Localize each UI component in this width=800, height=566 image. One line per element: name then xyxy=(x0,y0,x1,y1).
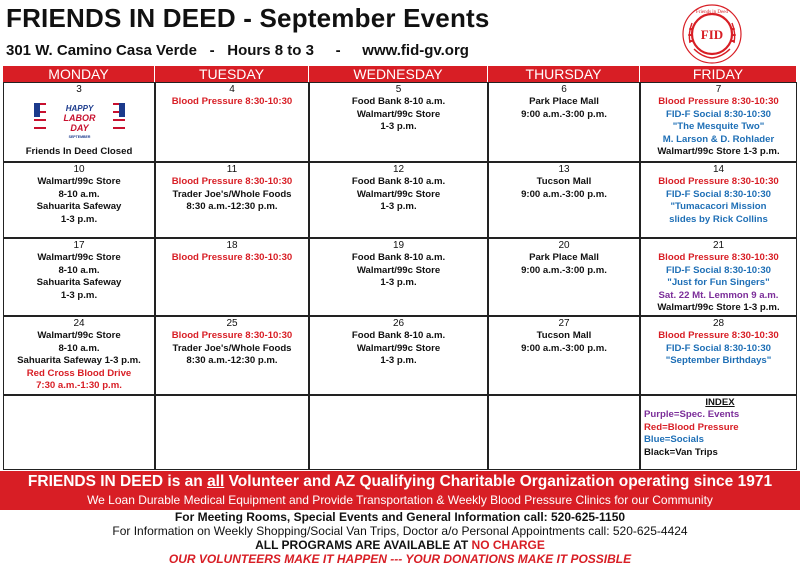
event-line: Food Bank 8-10 a.m. xyxy=(351,96,446,108)
index-item: Black=Van Trips xyxy=(644,446,718,458)
event-line: Blood Pressure 8:30-10:30 xyxy=(658,96,779,108)
event-line: slides by Rick Collins xyxy=(669,213,768,225)
address-text: 301 W. Camino Casa Verde xyxy=(6,42,197,59)
slogan: OUR VOLUNTEERS MAKE IT HAPPEN --- YOUR DONATIONS MAKE IT POSSIBLE xyxy=(168,552,632,566)
event-line: Walmart/99c Store xyxy=(356,342,441,354)
day-cell-11 xyxy=(155,162,309,238)
event-line: Walmart/99c Store xyxy=(356,188,441,200)
svg-text:HAPPY: HAPPY xyxy=(65,104,94,113)
day-number: 25 xyxy=(226,318,238,329)
day-cell-18 xyxy=(155,238,309,316)
event-line: FID-F Social 8:30-10:30 xyxy=(665,108,772,120)
event-line: Trader Joe's/Whole Foods xyxy=(172,188,292,200)
event-line: Walmart/99c Store 1-3 p.m. xyxy=(657,146,780,158)
event-line: 1-3 p.m. xyxy=(60,289,98,301)
event-line: Tucson Mall xyxy=(536,176,592,188)
empty-cell xyxy=(155,395,309,470)
day-number: 5 xyxy=(395,84,402,95)
event-line: FID-F Social 8:30-10:30 xyxy=(665,188,772,200)
day-cell-26 xyxy=(309,316,488,395)
footer-banner xyxy=(0,471,800,510)
day-cell-19 xyxy=(309,238,488,316)
event-line: Sahuarita Safeway xyxy=(36,277,122,289)
event-line: Blood Pressure 8:30-10:30 xyxy=(658,330,779,342)
event-line: Red Cross Blood Drive xyxy=(26,367,132,379)
index-item: Blue=Socials xyxy=(644,434,704,446)
fid-logo xyxy=(680,3,744,65)
day-cell-5 xyxy=(309,82,488,162)
website-link[interactable]: www.fid-gv.org xyxy=(362,42,469,59)
day-cell-6 xyxy=(488,82,640,162)
svg-text:DAY: DAY xyxy=(70,123,89,133)
event-line: Sahuarita Safeway xyxy=(36,201,122,213)
empty-cell xyxy=(309,395,488,470)
day-cell-21 xyxy=(640,238,797,316)
event-line: 9:00 a.m.-3:00 p.m. xyxy=(521,264,607,276)
page-header xyxy=(0,0,800,66)
day-number: 4 xyxy=(229,84,235,95)
event-line: M. Larson & D. Rohlader xyxy=(662,133,775,145)
event-line: Walmart/99c Store xyxy=(37,176,121,188)
day-cell-24 xyxy=(3,316,155,395)
event-line: "Just for Fun Singers" xyxy=(667,277,770,289)
day-cell-28 xyxy=(640,316,797,395)
event-line: 8-10 a.m. xyxy=(58,264,100,276)
event-line: 9:00 a.m.-3:00 p.m. xyxy=(521,188,607,200)
day-header-friday: FRIDAY xyxy=(640,66,797,82)
day-header-wednesday: WEDNESDAY xyxy=(309,66,488,82)
event-line: 8-10 a.m. xyxy=(58,188,100,200)
day-number: 19 xyxy=(392,240,405,251)
labor-day-flag-icon xyxy=(32,99,127,141)
index-item: Red=Blood Pressure xyxy=(644,421,739,433)
day-cell-4 xyxy=(155,82,309,162)
event-line: Food Bank 8-10 a.m. xyxy=(351,330,446,342)
event-line: Blood Pressure 8:30-10:30 xyxy=(658,176,779,188)
day-cell-3 xyxy=(3,82,155,162)
svg-text:FID: FID xyxy=(700,27,724,42)
separator: - xyxy=(335,42,341,59)
event-line: 1-3 p.m. xyxy=(380,201,417,213)
index-item: Purple=Spec. Events xyxy=(644,409,740,421)
day-number: 14 xyxy=(712,164,725,175)
day-cell-10 xyxy=(3,162,155,238)
footer xyxy=(0,471,800,566)
event-line: Blood Pressure 8:30-10:30 xyxy=(171,330,293,342)
event-line: Walmart/99c Store xyxy=(356,264,441,276)
day-number: 17 xyxy=(73,240,85,251)
day-cell-7 xyxy=(640,82,797,162)
day-number: 20 xyxy=(558,240,570,251)
event-line: "The Mesquite Two" xyxy=(672,121,765,133)
event-line: Walmart/99c Store xyxy=(356,108,441,120)
event-line: Food Bank 8-10 a.m. xyxy=(351,176,446,188)
banner-headline: FRIENDS IN DEED is an all Volunteer and AZ Qualifying Charitable Organization operating since 1971 xyxy=(27,473,773,490)
day-number: 12 xyxy=(392,164,405,175)
day-number: 24 xyxy=(73,318,85,329)
van-trip-info: For Information on Weekly Shopping/Social Van Trips, Doctor a/o Personal Appointments call: 520-625-4424 xyxy=(112,524,688,538)
event-line: 7:30 a.m.-1:30 p.m. xyxy=(36,380,122,392)
event-line: 1-3 p.m. xyxy=(380,355,417,367)
event-line: Blood Pressure 8:30-10:30 xyxy=(658,252,779,264)
svg-text:Friends in Deed: Friends in Deed xyxy=(696,10,728,15)
day-cell-17 xyxy=(3,238,155,316)
empty-cell xyxy=(3,395,155,470)
meeting-info: For Meeting Rooms, Special Events and General Information call: 520-625-1150 xyxy=(174,510,626,524)
separator: - xyxy=(209,42,215,59)
contact-line xyxy=(6,42,469,59)
hours-text: Hours 8 to 3 xyxy=(227,42,314,59)
event-line: 1-3 p.m. xyxy=(380,277,417,289)
event-line: Friends In Deed Closed xyxy=(25,145,133,157)
color-index xyxy=(640,395,797,470)
event-line: Tucson Mall xyxy=(536,330,592,342)
page-title: FRIENDS IN DEED - September Events xyxy=(6,3,490,33)
event-line: Blood Pressure 8:30-10:30 xyxy=(171,252,293,264)
day-number: 6 xyxy=(561,84,567,95)
day-header-thursday: THURSDAY xyxy=(488,66,640,82)
day-cell-13 xyxy=(488,162,640,238)
day-header-monday: MONDAY xyxy=(3,66,155,82)
event-line: Blood Pressure 8:30-10:30 xyxy=(171,96,293,108)
day-number: 27 xyxy=(558,318,570,329)
day-number: 3 xyxy=(76,84,82,95)
banner-subline: We Loan Durable Medical Equipment and Provide Transportation & Weekly Blood Pressure Clinics for our Community xyxy=(87,493,713,507)
svg-text:SEPTEMBER: SEPTEMBER xyxy=(68,135,91,139)
event-line: "September Birthdays" xyxy=(665,355,772,367)
programs-info: ALL PROGRAMS ARE AVAILABLE AT NO CHARGE xyxy=(255,538,545,552)
event-line: 8:30 a.m.-12:30 p.m. xyxy=(186,201,278,213)
event-line: 8:30 a.m.-12:30 p.m. xyxy=(186,355,278,367)
calendar-grid xyxy=(3,66,797,470)
event-line: 9:00 a.m.-3:00 p.m. xyxy=(521,108,607,120)
index-title: INDEX xyxy=(705,397,735,408)
event-line: Blood Pressure 8:30-10:30 xyxy=(171,176,293,188)
day-number: 7 xyxy=(715,84,722,95)
day-cell-12 xyxy=(309,162,488,238)
event-line: FID-F Social 8:30-10:30 xyxy=(665,342,772,354)
day-number: 28 xyxy=(712,318,725,329)
event-line: Walmart/99c Store xyxy=(37,252,121,264)
empty-cell xyxy=(488,395,640,470)
day-number: 21 xyxy=(712,240,725,251)
event-line: Park Place Mall xyxy=(529,252,599,264)
svg-text:LABOR: LABOR xyxy=(63,113,96,123)
day-number: 11 xyxy=(226,164,238,175)
day-number: 26 xyxy=(392,318,405,329)
event-line: Park Place Mall xyxy=(529,96,599,108)
event-line: Sahuarita Safeway 1-3 p.m. xyxy=(17,355,141,367)
event-line: Trader Joe's/Whole Foods xyxy=(172,342,292,354)
day-cell-14 xyxy=(640,162,797,238)
day-header-tuesday: TUESDAY xyxy=(155,66,309,82)
day-number: 13 xyxy=(558,164,570,175)
event-line: FID-F Social 8:30-10:30 xyxy=(665,264,772,276)
event-line: Food Bank 8-10 a.m. xyxy=(351,252,446,264)
event-line: Walmart/99c Store xyxy=(37,330,121,342)
event-line: 9:00 a.m.-3:00 p.m. xyxy=(521,342,607,354)
event-line: Sat. 22 Mt. Lemmon 9 a.m. xyxy=(658,289,779,301)
event-line: 1-3 p.m. xyxy=(380,121,417,133)
day-cell-27 xyxy=(488,316,640,395)
event-line: 8-10 a.m. xyxy=(58,342,100,354)
event-line: "Tumacacori Mission xyxy=(670,201,767,213)
event-line: 1-3 p.m. xyxy=(60,213,98,225)
day-cell-25 xyxy=(155,316,309,395)
day-number: 18 xyxy=(226,240,238,251)
event-line: Walmart/99c Store 1-3 p.m. xyxy=(657,302,780,314)
day-cell-20 xyxy=(488,238,640,316)
day-number: 10 xyxy=(73,164,85,175)
